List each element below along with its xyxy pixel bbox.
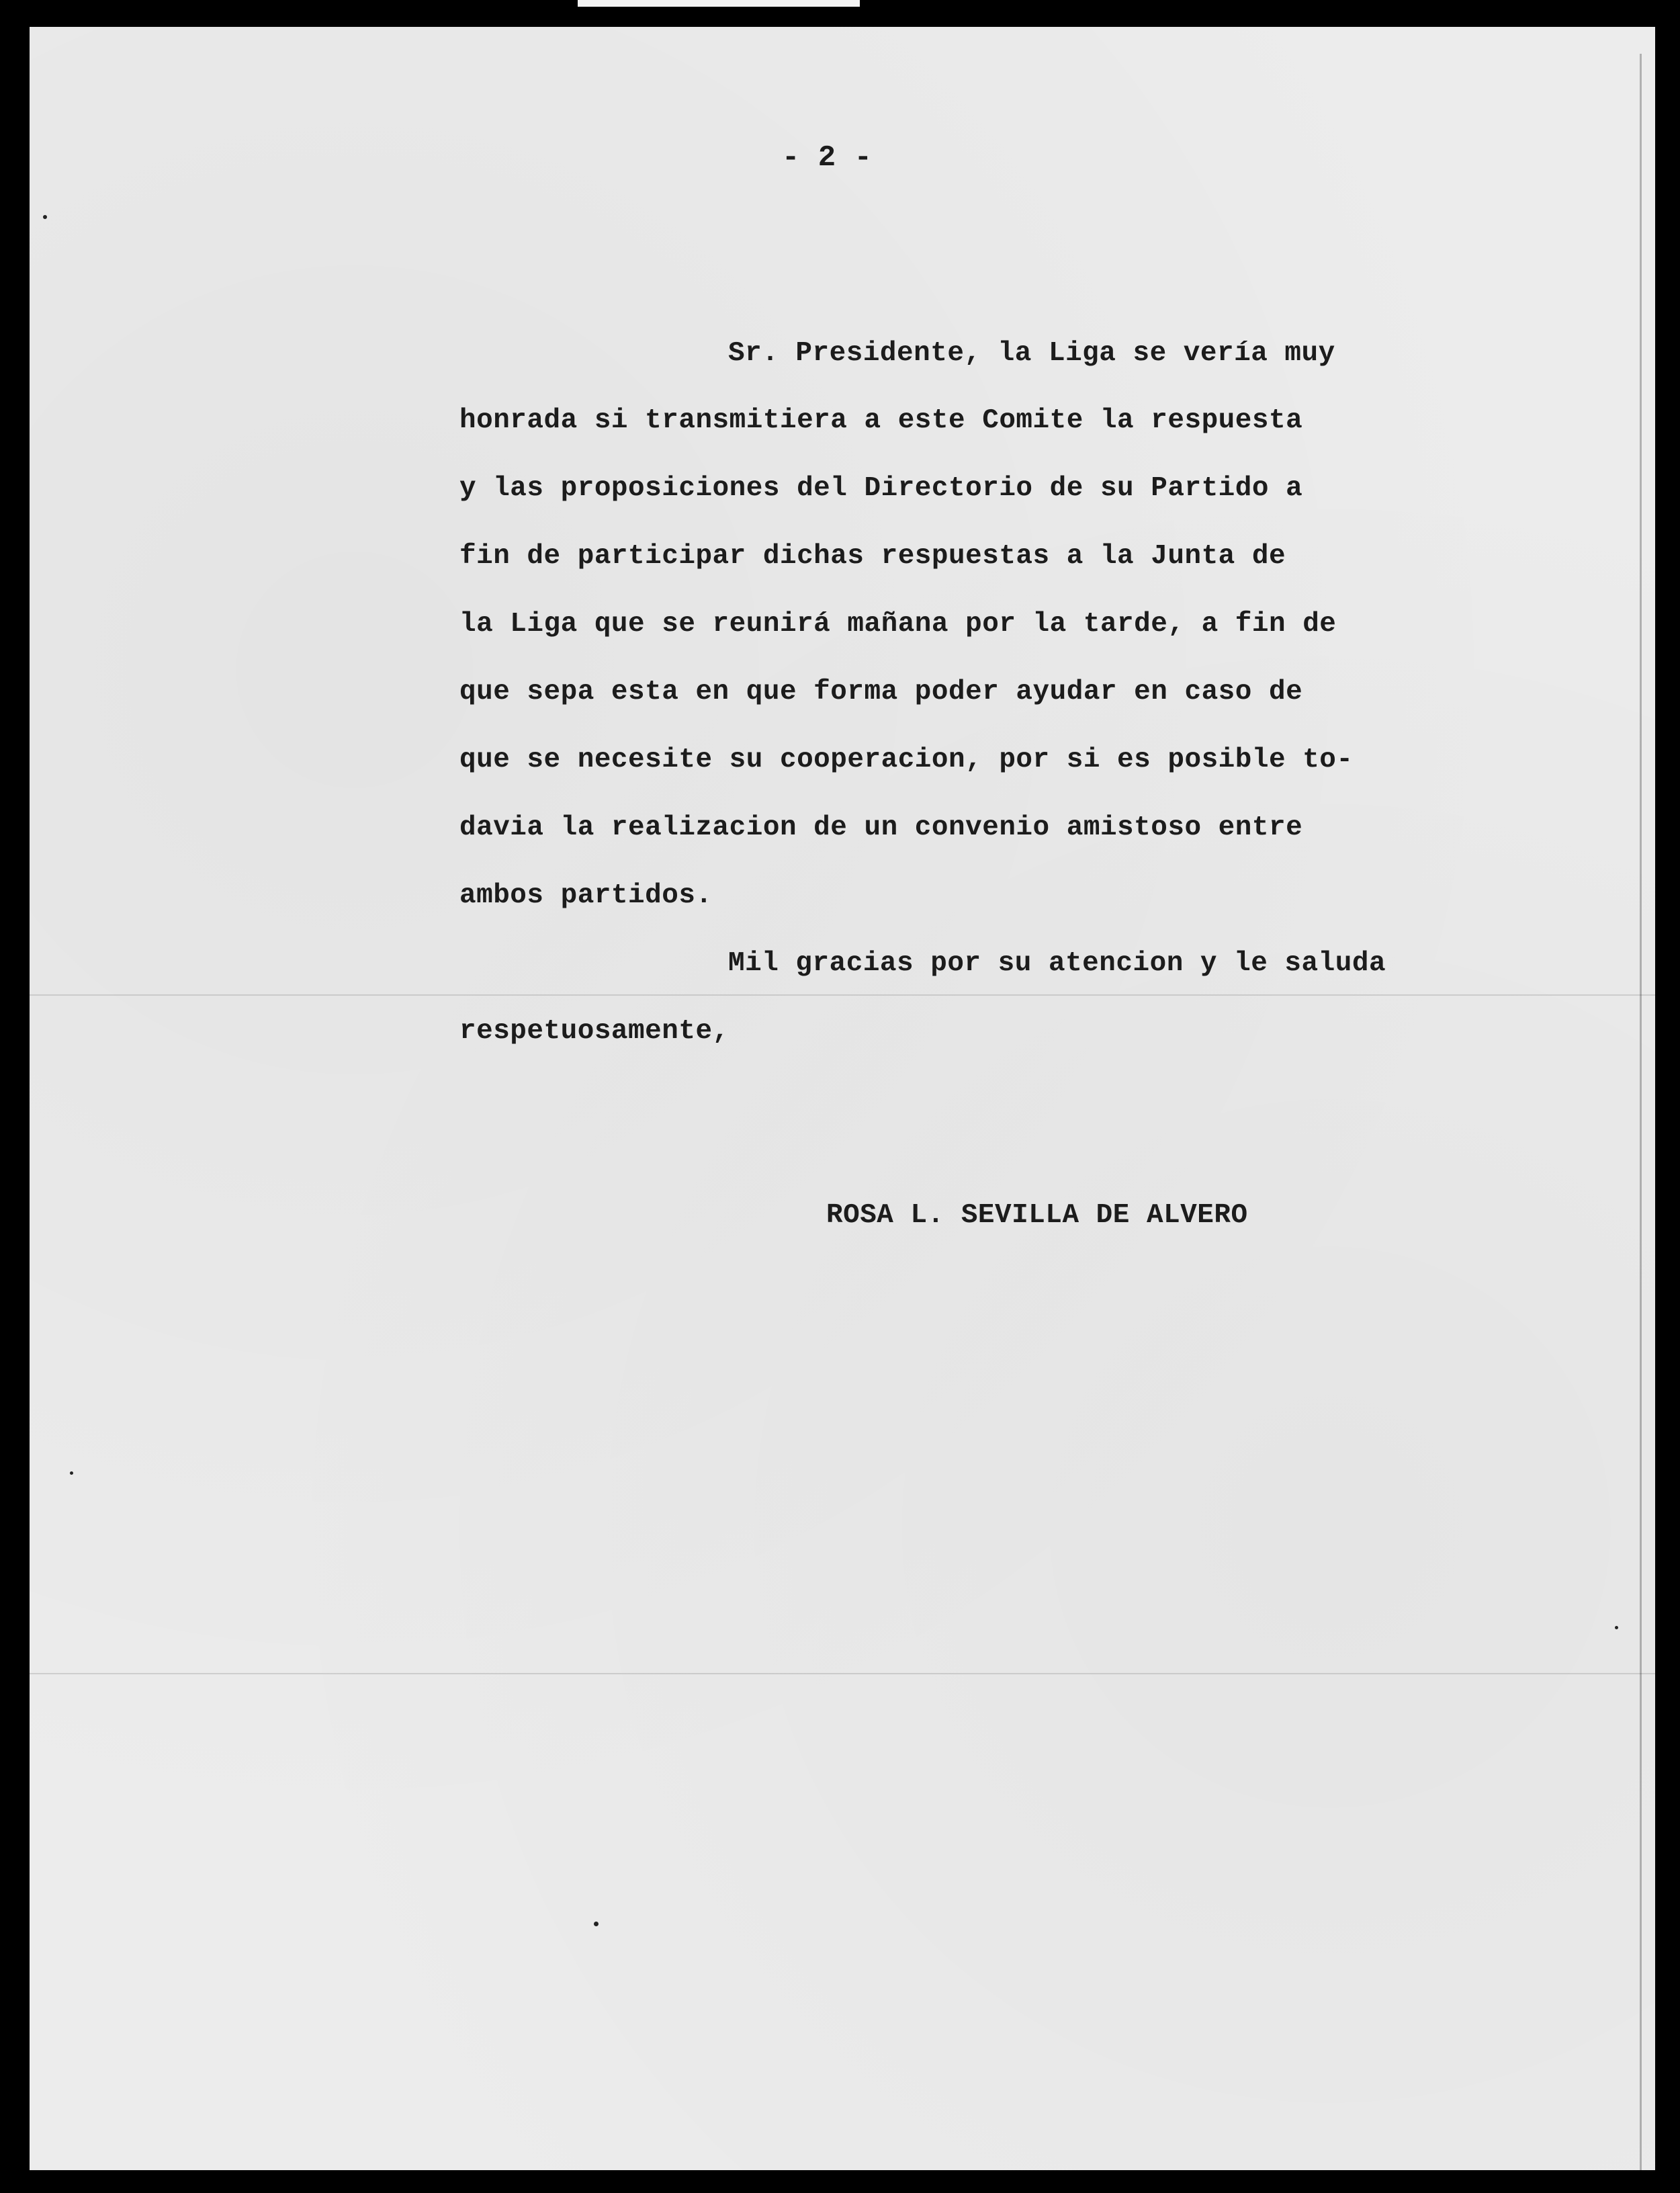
closing-line: Mil gracias por su atencion y le saluda	[728, 948, 1386, 979]
body-line: davia la realizacion de un convenio amistoso entre	[459, 812, 1303, 843]
body-line: que sepa esta en que forma poder ayudar en caso de	[459, 677, 1303, 707]
speck	[594, 1922, 599, 1926]
film-frame-tab	[578, 0, 860, 7]
speck	[70, 1471, 73, 1475]
closing-line: respetuosamente,	[459, 1016, 730, 1047]
signature: ROSA L. SEVILLA DE ALVERO	[826, 1200, 1248, 1231]
body-line: honrada si transmitiera a este Comite la respuesta	[459, 405, 1303, 436]
speck	[1615, 1626, 1618, 1629]
paper-fold-line	[30, 1673, 1655, 1674]
body-line: que se necesite su cooperacion, por si es posible to-	[459, 744, 1354, 775]
body-line: ambos partidos.	[459, 880, 713, 911]
paper-fold-line	[30, 994, 1655, 996]
page-number: - 2 -	[782, 141, 873, 175]
document-page	[30, 27, 1655, 2170]
body-line: y las proposiciones del Directorio de su Partido a	[459, 473, 1303, 504]
paper-edge	[1640, 54, 1655, 2170]
speck	[43, 215, 47, 219]
body-line: la Liga que se reunirá mañana por la tarde, a fin de	[459, 609, 1337, 640]
body-line: fin de participar dichas respuestas a la Junta de	[459, 541, 1286, 572]
body-line: Sr. Presidente, la Liga se vería muy	[728, 338, 1335, 369]
